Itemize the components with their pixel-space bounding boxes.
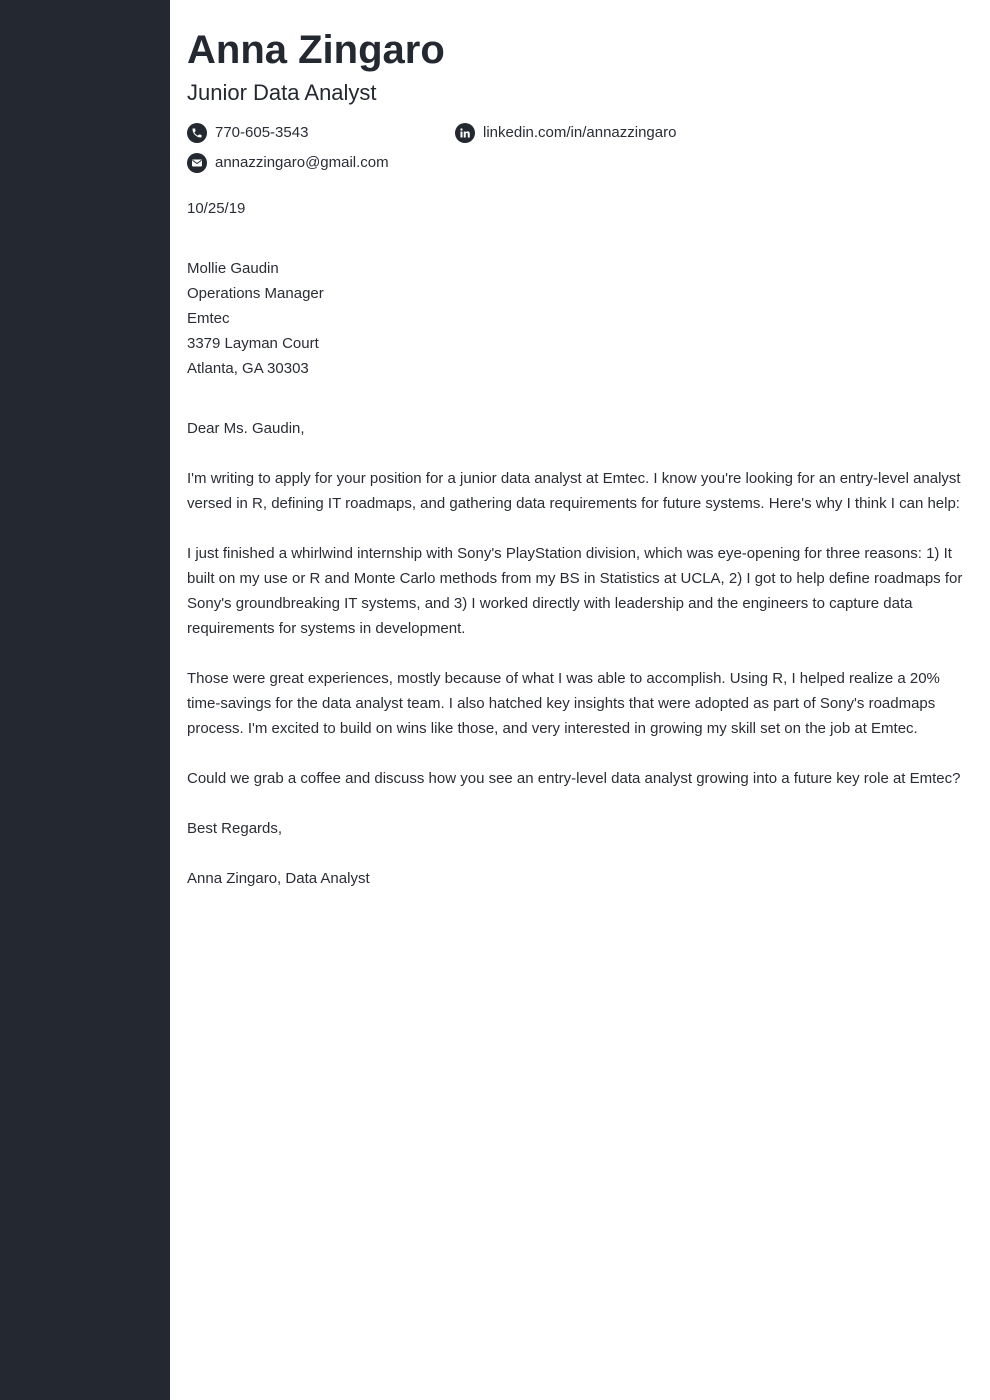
body-paragraph xyxy=(187,466,972,516)
recipient-block xyxy=(187,256,972,381)
contact-linkedin xyxy=(455,123,676,143)
contact-phone xyxy=(187,123,308,143)
applicant-name: Anna Zingaro xyxy=(187,28,445,72)
sidebar-panel xyxy=(0,0,170,1400)
recipient-company: Emtec xyxy=(187,310,230,327)
recipient-city: Atlanta, GA 30303 xyxy=(187,360,309,377)
envelope-icon xyxy=(187,153,207,173)
paragraph-text: I just finished a whirlwind internship with Sony's PlayStation division, which was eye-opening for three reasons: 1) It built on my use or R and Monte Carlo methods from my BS in Statistics at UCLA, 2) I got to help define roadmaps for Sony's groundbreaking IT systems, and 3) I worked directly with leadership and the engineers to capture data requirements for systems in development. xyxy=(187,545,963,637)
signature: Anna Zingaro, Data Analyst xyxy=(187,870,370,887)
salutation: Dear Ms. Gaudin, xyxy=(187,420,305,437)
letter-date: 10/25/19 xyxy=(187,200,246,217)
recipient-street: 3379 Layman Court xyxy=(187,335,319,352)
body-paragraph xyxy=(187,666,972,741)
paragraph-text: Those were great experiences, mostly because of what I was able to accomplish. Using R, I helped realize a 20% time-savings for the data analyst team. I also hatched key insights that were adopted as part of Sony's roadmaps process. I'm excited to build on wins like those, and very interested in growing my skill set on the job at Emtec. xyxy=(187,670,940,737)
closing: Best Regards, xyxy=(187,820,283,837)
recipient-name: Mollie Gaudin xyxy=(187,260,279,277)
email-address: annazzingaro@gmail.com xyxy=(215,154,389,171)
paragraph-text: Could we grab a coffee and discuss how you see an entry-level data analyst growing into a future key role at Emtec? xyxy=(187,770,961,787)
phone-number: 770-605-3543 xyxy=(215,124,309,141)
phone-icon xyxy=(187,123,207,143)
body-paragraph xyxy=(187,766,972,791)
contact-email xyxy=(187,153,389,173)
linkedin-icon xyxy=(455,123,475,143)
body-paragraph xyxy=(187,541,972,641)
linkedin-url: linkedin.com/in/annazzingaro xyxy=(483,124,677,141)
paragraph-text: I'm writing to apply for your position for a junior data analyst at Emtec. I know you're looking for an entry-level analyst versed in R, defining IT roadmaps, and gathering data requirements for future systems. Here's why I think I can help: xyxy=(187,470,961,512)
recipient-position: Operations Manager xyxy=(187,285,324,302)
applicant-title: Junior Data Analyst xyxy=(187,80,377,105)
